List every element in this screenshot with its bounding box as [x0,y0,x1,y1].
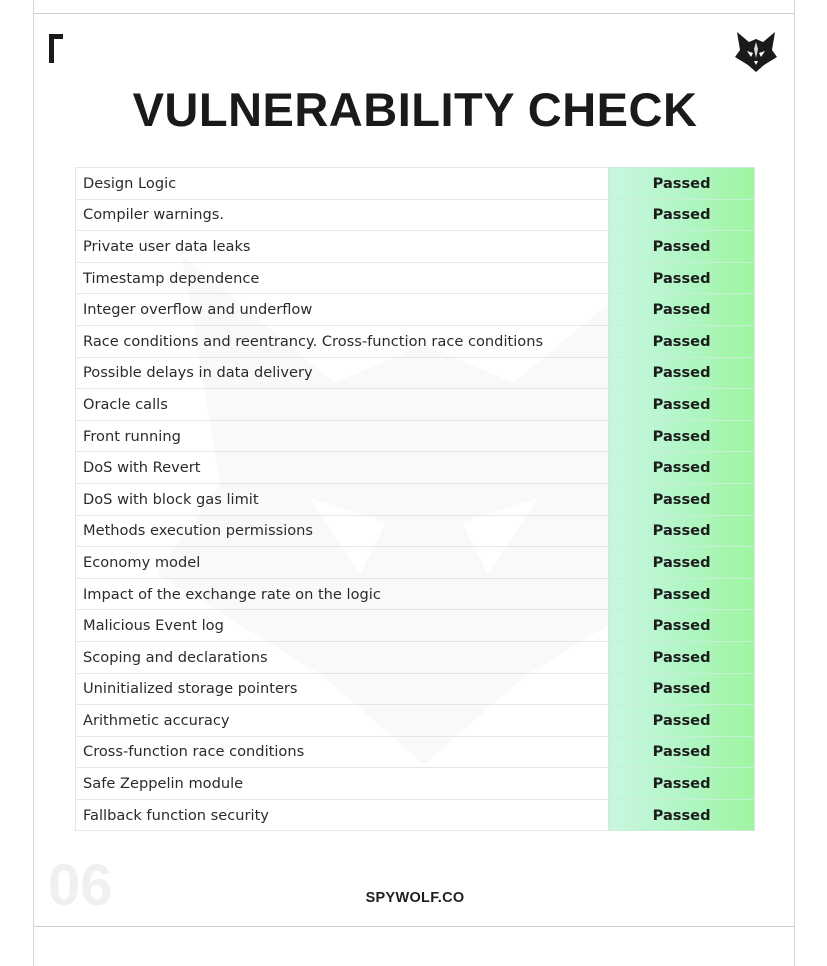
table-row [76,768,755,800]
check-item: Economy model [76,547,609,579]
document-page [33,0,795,966]
check-status: Passed [609,768,755,800]
wolf-logo-icon [734,30,778,74]
check-status: Passed [609,483,755,515]
check-status: Passed [609,610,755,642]
table-row [76,389,755,421]
table-row [76,578,755,610]
check-status: Passed [609,420,755,452]
check-item: Uninitialized storage pointers [76,673,609,705]
check-item: Cross-function race conditions [76,736,609,768]
table-row [76,199,755,231]
check-status: Passed [609,736,755,768]
check-item: Safe Zeppelin module [76,768,609,800]
page-title: VULNERABILITY CHECK [132,83,698,136]
check-item: DoS with Revert [76,452,609,484]
check-item: Race conditions and reentrancy. Cross-function race conditions [76,325,609,357]
check-status: Passed [609,673,755,705]
table-row [76,357,755,389]
check-item: Oracle calls [76,389,609,421]
check-item: Arithmetic accuracy [76,705,609,737]
table-row [76,452,755,484]
check-status: Passed [609,389,755,421]
bottom-divider [34,926,794,927]
check-item: Scoping and declarations [76,641,609,673]
check-item: Impact of the exchange rate on the logic [76,578,609,610]
check-item: Possible delays in data delivery [76,357,609,389]
table-row [76,547,755,579]
table-row [76,420,755,452]
check-status: Passed [609,799,755,831]
check-item: Compiler warnings. [76,199,609,231]
check-item: Front running [76,420,609,452]
check-status: Passed [609,168,755,200]
check-status: Passed [609,294,755,326]
table-row [76,294,755,326]
check-item: Timestamp dependence [76,262,609,294]
table-row [76,168,755,200]
table-row [76,673,755,705]
table-row [76,641,755,673]
table-row [76,262,755,294]
check-status: Passed [609,705,755,737]
table-row [76,515,755,547]
check-status: Passed [609,452,755,484]
check-item: Integer overflow and underflow [76,294,609,326]
check-status: Passed [609,325,755,357]
table-row [76,705,755,737]
table-row [76,483,755,515]
check-status: Passed [609,578,755,610]
table-row [76,736,755,768]
check-status: Passed [609,262,755,294]
check-item: Design Logic [76,168,609,200]
table-row [76,325,755,357]
check-status: Passed [609,199,755,231]
check-status: Passed [609,547,755,579]
footer-website: SPYWOLF.CO [365,890,465,906]
check-item: Methods execution permissions [76,515,609,547]
page-number: 06 [48,853,113,918]
check-item: Fallback function security [76,799,609,831]
bracket-logo-icon [49,34,63,63]
check-status: Passed [609,515,755,547]
check-status: Passed [609,641,755,673]
top-divider [34,13,794,14]
table-row [76,799,755,831]
vulnerability-table [75,167,755,831]
check-item: Malicious Event log [76,610,609,642]
table-row [76,610,755,642]
check-item: Private user data leaks [76,231,609,263]
check-status: Passed [609,357,755,389]
check-item: DoS with block gas limit [76,483,609,515]
check-status: Passed [609,231,755,263]
table-row [76,231,755,263]
